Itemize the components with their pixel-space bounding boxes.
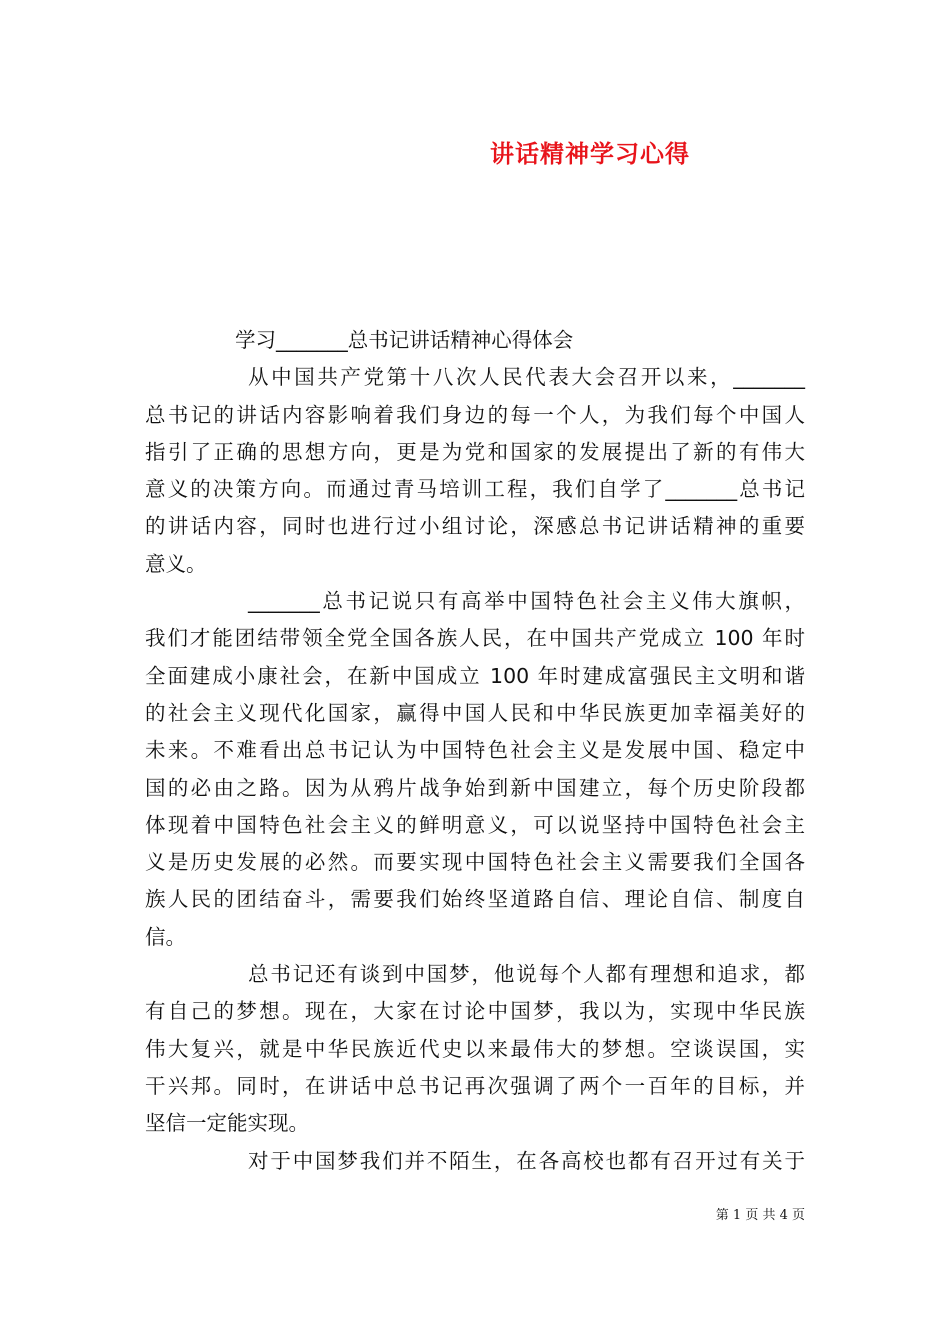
paragraph-line: 族人民的团结奋斗，需要我们始终坚道路自信、理论自信、制度自 <box>145 887 805 912</box>
paragraph-line: 意义的决策方向。而通过青马培训工程，我们自学了_______总书记 <box>145 477 805 502</box>
paragraph-line: 的讲话内容，同时也进行过小组讨论，深感总书记讲话精神的重要 <box>145 514 805 539</box>
paragraph-line: 全面建成小康社会，在新中国成立 100 年时建成富强民主文明和谐 <box>145 663 805 688</box>
paragraph-line: 意义。 <box>145 551 207 576</box>
paragraph-line: 总书记的讲话内容影响着我们身边的每一个人，为我们每个中国人 <box>145 402 805 427</box>
paragraph-line: 总书记还有谈到中国梦，他说每个人都有理想和追求，都 <box>248 962 805 987</box>
paragraph-line: 我们才能团结带领全党全国各族人民，在中国共产党成立 100 年时 <box>145 626 805 651</box>
paragraph-line: 伟大复兴，就是中华民族近代史以来最伟大的梦想。空谈误国，实 <box>145 1036 805 1061</box>
paragraph-line: 义是历史发展的必然。而要实现中国特色社会主义需要我们全国各 <box>145 850 805 875</box>
document-subtitle: 学习_______总书记讲话精神心得体会 <box>235 328 574 352</box>
paragraph-line: 坚信一定能实现。 <box>145 1111 309 1136</box>
paragraph-line: 有自己的梦想。现在，大家在讨论中国梦，我以为，实现中华民族 <box>145 999 805 1024</box>
paragraph-line: 从中国共产党第十八次人民代表大会召开以来，_______ <box>248 365 805 390</box>
paragraph-line: 信。 <box>145 924 186 949</box>
paragraph-line: 指引了正确的思想方向，更是为党和国家的发展提出了新的有伟大 <box>145 439 805 464</box>
document-title: 讲话精神学习心得 <box>490 140 690 168</box>
paragraph-line: 体现着中国特色社会主义的鲜明意义，可以说坚持中国特色社会主 <box>145 812 805 837</box>
paragraph-line: 干兴邦。同时，在讲话中总书记再次强调了两个一百年的目标，并 <box>145 1073 805 1098</box>
paragraph-line: 对于中国梦我们并不陌生，在各高校也都有召开过有关于 <box>248 1148 805 1173</box>
page-number: 第 1 页 共 4 页 <box>715 1208 805 1223</box>
paragraph-line: 的社会主义现代化国家，赢得中国人民和中华民族更加幸福美好的 <box>145 700 805 725</box>
paragraph-line: _______总书记说只有高举中国特色社会主义伟大旗帜， <box>248 589 805 614</box>
paragraph-line: 国的必由之路。因为从鸦片战争始到新中国建立，每个历史阶段都 <box>145 775 805 800</box>
paragraph-line: 未来。不难看出总书记认为中国特色社会主义是发展中国、稳定中 <box>145 738 805 763</box>
document-body <box>145 322 805 1180</box>
